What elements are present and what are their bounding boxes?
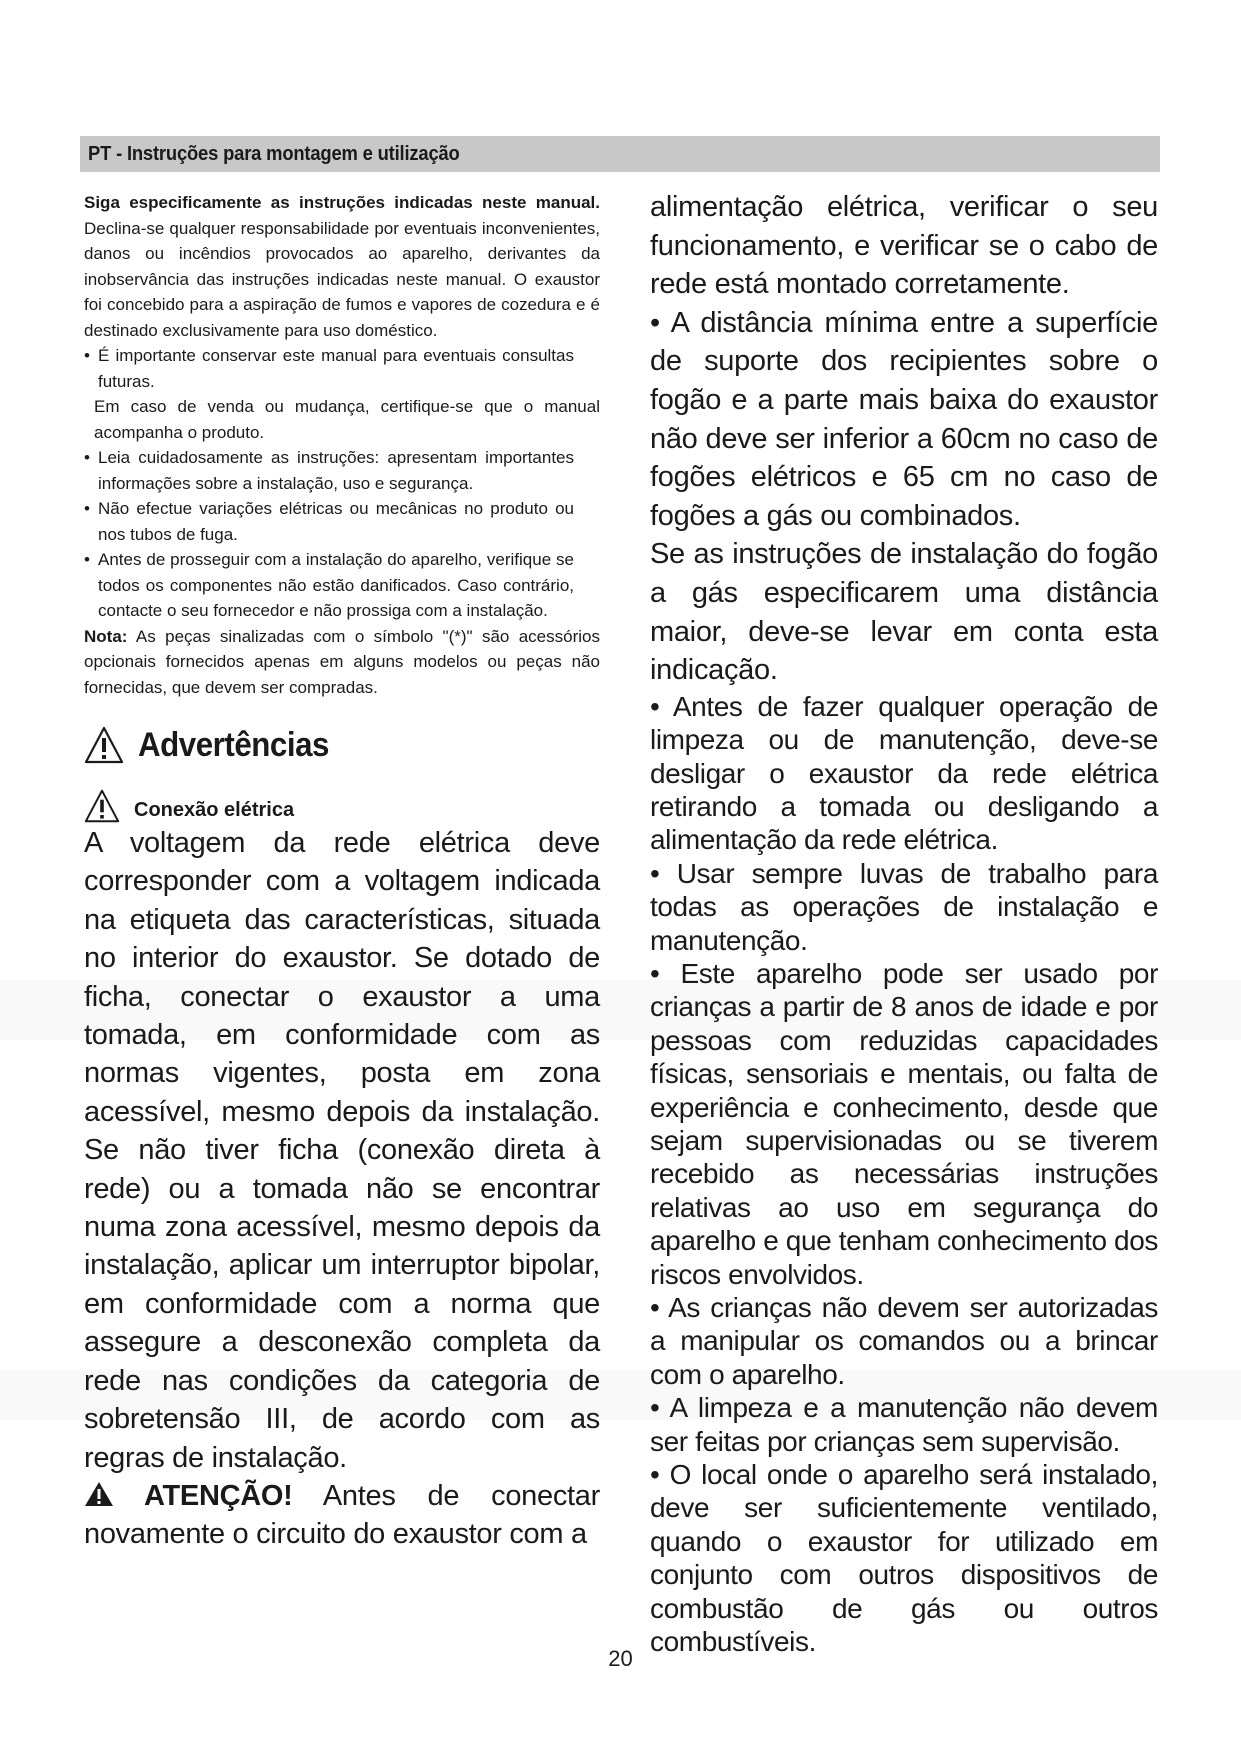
attention-icon: [84, 1481, 114, 1507]
right-column-upper: [650, 188, 1158, 690]
attention-text: Antes de conectar novamente o circuito do exaustor com a: [84, 1479, 600, 1551]
warning-triangle-icon: [84, 788, 120, 824]
list-item: • Não efectue variações elétricas ou mecânicas no produto ou nos tubos de fuga.: [84, 499, 574, 544]
left-column: [84, 190, 600, 1554]
right-paragraph: • As crianças não devem ser autorizadas a manipular os comandos ou a brincar com o aparelho.: [650, 1292, 1158, 1390]
section-header-bar: [80, 136, 1160, 172]
intro-text: Declina-se qualquer responsabilidade por eventuais inconvenientes, danos ou incêndios provocados ao aparelho, derivantes da inobservância das instruções indicadas neste manual. O exaustor foi concebido para a aspiração de fumos e vapores de cozedura e é destinado exclusivamente para uso doméstico.: [84, 218, 600, 340]
warning-triangle-icon: [84, 725, 124, 765]
attention-paragraph: [84, 1477, 600, 1554]
note-text: As peças sinalizadas com o símbolo "(*)" são acessórios opcionais fornecidos apenas em alguns modelos ou peças não fornecidas, que devem ser compradas.: [84, 626, 600, 697]
warnings-heading: [84, 720, 600, 770]
right-paragraph: • A distância mínima entre a superfície de suporte dos recipientes sobre o fogão e a parte mais baixa do exaustor não deve ser inferior a 60cm no caso de fogões elétricos e 65 cm no caso de fogões a gás ou combinados.: [650, 306, 1158, 532]
right-paragraph: • Antes de fazer qualquer operação de limpeza ou de manutenção, deve-se desligar o exaustor da rede elétrica retirando a tomada ou desligando a alimentação da rede elétrica.: [650, 690, 1158, 856]
intro-block: [84, 190, 600, 700]
right-paragraph: Se as instruções de instalação do fogão a gás especificarem uma distância maior, deve-se levar em conta esta indicação.: [650, 538, 1158, 687]
attention-label: ATENÇÃO!: [144, 1479, 293, 1512]
page-title: PT - Instruções para montagem e utilização: [88, 143, 460, 165]
electrical-connection-heading-text: Conexão elétrica: [134, 799, 295, 821]
warnings-heading-text: Advertências: [138, 725, 329, 764]
right-column: [650, 188, 1158, 1659]
right-paragraph: • Usar sempre luvas de trabalho para todas as operações de instalação e manutenção.: [650, 857, 1158, 956]
electrical-connection-heading: [84, 786, 600, 824]
list-item: • Antes de prosseguir com a instalação do aparelho, verifique se todos os componentes não estão danificados. Caso contrário, contacte o seu fornecedor e não prossiga com a instalação.: [84, 550, 574, 620]
list-item: • É importante conservar este manual para eventuais consultas futuras.: [84, 346, 574, 391]
list-item-continuation: [84, 394, 600, 445]
note-paragraph: [84, 624, 600, 701]
right-paragraph: • O local onde o aparelho será instalado, deve ser suficientemente ventilado, quando o exaustor for utilizado em conjunto com outros dispositivos de combustão de gás ou outros combustíveis.: [650, 1459, 1158, 1658]
list-item: • Leia cuidadosamente as instruções: apresentam importantes informações sobre a instalação, uso e segurança.: [84, 448, 574, 493]
bullet-text: É importante conservar este manual para eventuais consultas futuras.: [98, 346, 574, 391]
intro-paragraph: [84, 190, 600, 343]
bullet-text: Antes de prosseguir com a instalação do aparelho, verifique se todos os componentes não estão danificados. Caso contrário, contacte o seu fornecedor e não prossiga com a instalação.: [98, 550, 574, 620]
electrical-connection-body: [84, 824, 600, 1554]
bullet-continuation-text: Em caso de venda ou mudança, certifique-se que o manual acompanha o produto.: [94, 397, 600, 442]
bullet-text: Não efectue variações elétricas ou mecânicas no produto ou nos tubos de fuga.: [98, 499, 574, 544]
bullet-text: Leia cuidadosamente as instruções: apresentam importantes informações sobre a instalação, uso e segurança.: [98, 448, 574, 493]
right-paragraph: • A limpeza e a manutenção não devem ser feitas por crianças sem supervisão.: [650, 1392, 1158, 1457]
intro-bold-lead: Siga especificamente as instruções indicadas neste manual.: [84, 193, 600, 212]
electrical-connection-text: A voltagem da rede elétrica deve corresponder com a voltagem indicada na etiqueta das características, situada no interior do exaustor. Se dotado de ficha, conectar o exaustor a uma tomada, em conformidade com as normas vigentes, posta em zona acessível, mesmo depois da instalação. Se não tiver ficha (conexão direta à rede) ou a tomada não se encontrar numa zona acessível, mesmo depois da instalação, aplicar um interruptor bipolar, em conformidade com a norma que assegure a desconexão completa da rede nas condições da categoria de sobretensão III, de acordo com as regras de instalação.: [84, 827, 600, 1474]
page-number: 20: [608, 1646, 633, 1671]
right-column-lower: [650, 690, 1158, 1659]
note-label: Nota:: [84, 626, 128, 646]
right-paragraph: • Este aparelho pode ser usado por crianças a partir de 8 anos de idade e por pessoas com reduzidas capacidades físicas, sensoriais e mentais, ou falta de experiência e conhecimento, desde que sejam supervisionadas ou se tiverem recebido as necessárias instruções relativas ao uso em segurança do aparelho e que tenham conhecimento dos riscos envolvidos.: [650, 957, 1158, 1290]
right-paragraph: alimentação elétrica, verificar o seu funcionamento, e verificar se o cabo de rede está montado corretamente.: [650, 191, 1158, 301]
